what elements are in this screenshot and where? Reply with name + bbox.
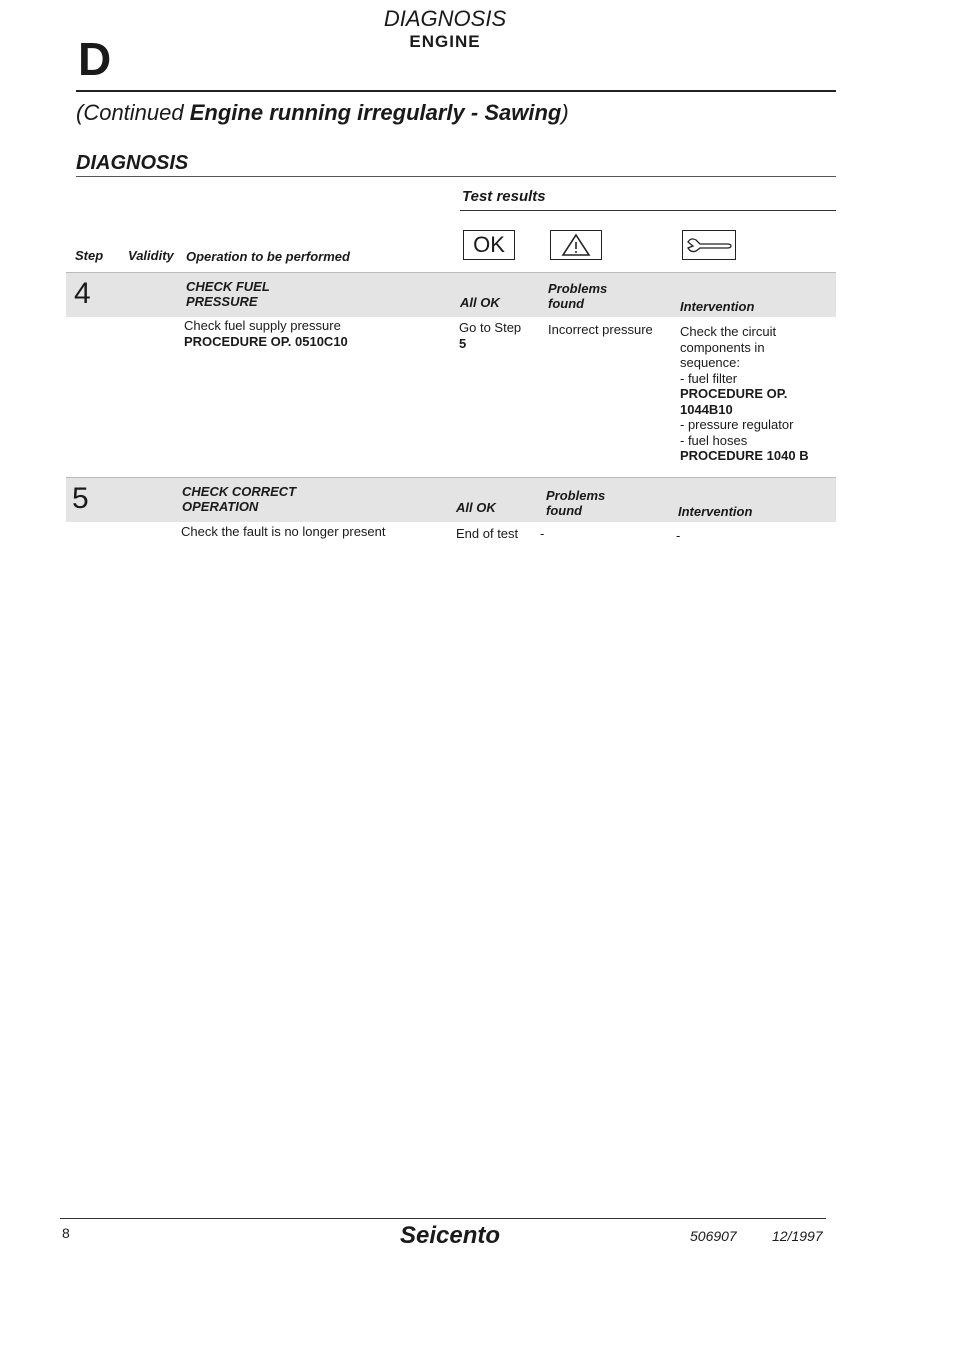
- section-letter: D: [78, 33, 112, 85]
- problems-found-label: Problems found: [546, 488, 606, 518]
- document-code: 506907: [690, 1228, 737, 1244]
- wrench-icon: [682, 230, 736, 260]
- intervention-label: Intervention: [678, 504, 753, 519]
- column-operation: Operation to be performed: [186, 249, 350, 264]
- document-date: 12/1997: [772, 1228, 823, 1244]
- ok-icon: OK: [463, 230, 515, 260]
- footer-rule: [60, 1218, 826, 1219]
- warning-triangle-icon: [550, 230, 602, 260]
- step-5-intervention: -: [676, 528, 681, 543]
- step-title: CHECK CORRECT OPERATION: [182, 484, 297, 514]
- test-results-label: Test results: [462, 188, 546, 205]
- step-5-problem: -: [540, 526, 545, 541]
- step-4-problem: Incorrect pressure: [548, 322, 653, 337]
- page-title: DIAGNOSIS: [383, 6, 507, 31]
- test-results-rule: [460, 210, 836, 211]
- column-validity: Validity: [128, 248, 174, 263]
- header-rule: [76, 90, 836, 92]
- column-step: Step: [75, 248, 104, 263]
- step-number: 5: [72, 482, 89, 515]
- step-5-operation: Check the fault is no longer present: [181, 524, 386, 539]
- all-ok-label: All OK: [460, 295, 500, 310]
- step-4-operation: Check fuel supply pressure PROCEDURE OP. 0510C10: [184, 318, 348, 349]
- step-4-all-ok-result: Go to Step 5: [459, 320, 522, 351]
- step-title: CHECK FUEL PRESSURE: [186, 279, 270, 309]
- all-ok-label: All OK: [456, 500, 496, 515]
- step-5-band: [66, 477, 836, 522]
- intervention-label: Intervention: [680, 299, 755, 314]
- page-number: 8: [62, 1225, 70, 1241]
- brand-logo: Seicento: [399, 1222, 501, 1249]
- step-5-all-ok-result: End of test: [456, 526, 519, 541]
- problems-found-label: Problems found: [548, 281, 608, 311]
- step-4-band: [66, 272, 836, 317]
- diagnosis-rule: [76, 176, 836, 177]
- page-subtitle: ENGINE: [409, 32, 481, 51]
- step-number: 4: [74, 277, 91, 310]
- step-4-intervention: Check the circuit components in sequence: - fuel filter PROCEDURE OP. 1044B10 - pressure regulator - fuel hoses PROCEDURE 1040 B: [680, 324, 809, 463]
- diagnosis-heading: DIAGNOSIS: [76, 152, 189, 174]
- continued-heading: (Continued Engine running irregularly - Sawing): [76, 100, 569, 125]
